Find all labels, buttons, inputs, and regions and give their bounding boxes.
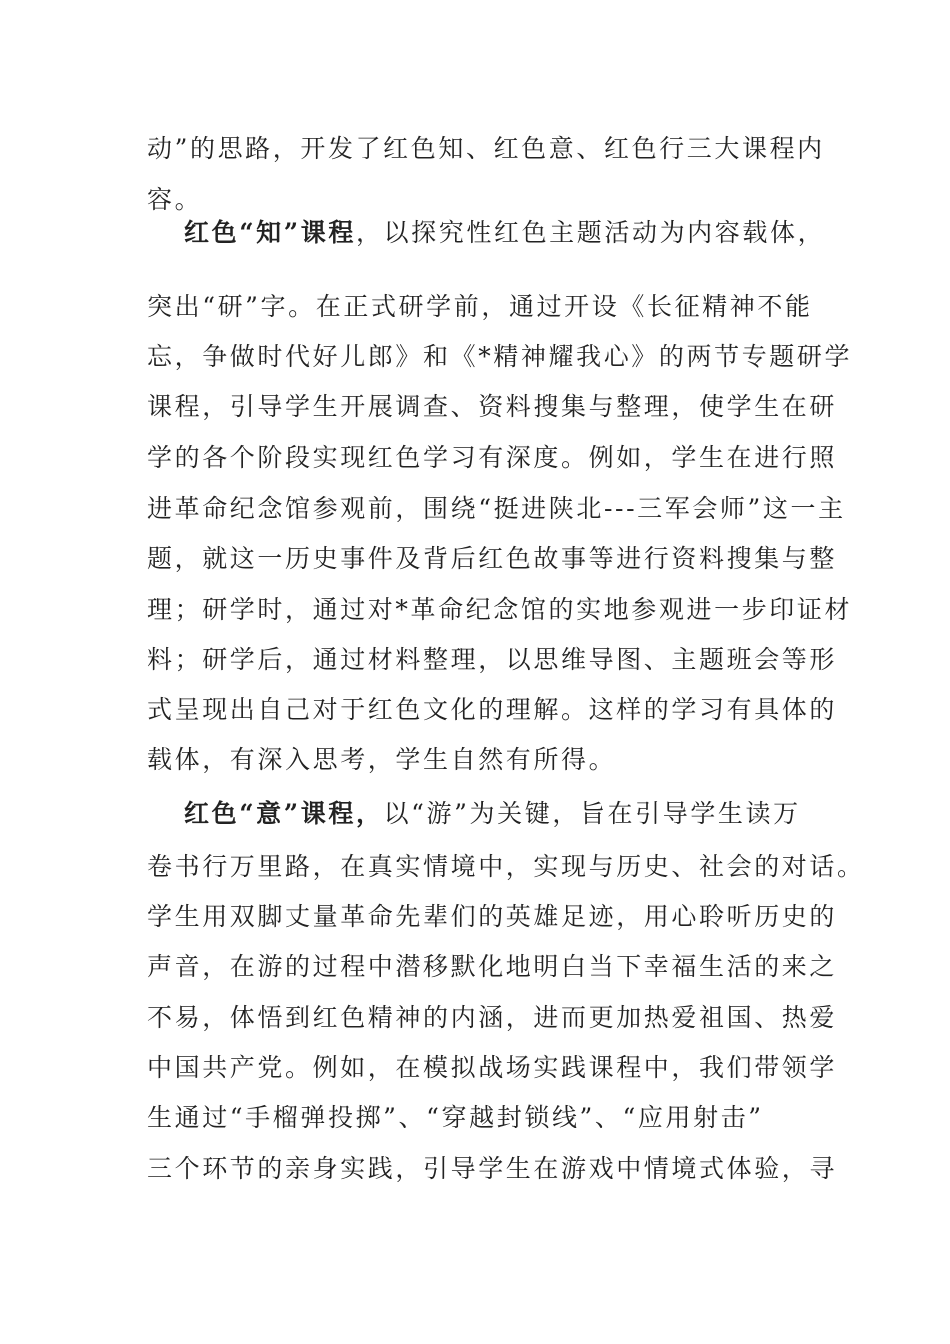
- section-heading-yi: 红色“意”课程，: [184, 799, 384, 828]
- text-line: 中国共产党。例如，在模拟战场实践课程中，我们带领学: [147, 1053, 838, 1082]
- text-line: 不易，体悟到红色精神的内涵，进而更加热爱祖国、热爱: [147, 1003, 838, 1032]
- paragraph-first-line: [184, 797, 864, 831]
- text-line: 式呈现出自己对于红色文化的理解。这样的学习有具体的: [147, 695, 838, 724]
- text-line: 学的各个阶段实现红色学习有深度。例如，学生在进行照: [147, 443, 838, 472]
- text-line: 理；研学时，通过对*革命纪念馆的实地参观进一步印证材: [147, 595, 853, 624]
- text-line: 容。: [147, 185, 203, 214]
- text-line: 进革命纪念馆参观前，围绕“挺进陕北---三军会师”这一主: [147, 494, 846, 523]
- text-line: 料；研学后，通过材料整理，以思维导图、主题班会等形: [147, 645, 838, 674]
- section-heading-zhi: 红色“知”课程: [184, 218, 356, 247]
- text-line: 载体，有深入思考，学生自然有所得。: [147, 745, 617, 774]
- text-line: 生通过“手榴弹投掷”、“穿越封锁线”、“应用射击”: [147, 1103, 764, 1132]
- text-line: 三个环节的亲身实践，引导学生在游戏中情境式体验，寻: [147, 1154, 838, 1183]
- paragraph-first-line: [184, 216, 864, 250]
- text-line: 学生用双脚丈量革命先辈们的英雄足迹，用心聆听历史的: [147, 902, 838, 931]
- text-line: 动”的思路，开发了红色知、红色意、红色行三大课程内: [147, 134, 825, 163]
- text-run: ，以探究性红色主题活动为内容载体，: [355, 218, 826, 247]
- text-line: 题，就这一历史事件及背后红色故事等进行资料搜集与整: [147, 544, 838, 573]
- text-line: 声音，在游的过程中潜移默化地明白当下幸福生活的来之: [147, 952, 838, 981]
- text-line: 课程，引导学生开展调查、资料搜集与整理，使学生在研: [147, 392, 838, 421]
- text-line: 忘，争做时代好儿郎》和《*精神耀我心》的两节专题研学: [147, 342, 853, 371]
- text-line: 突出“研”字。在正式研学前，通过开设《长征精神不能: [147, 292, 813, 321]
- text-run: 以“游”为关键，旨在引导学生读万: [383, 799, 801, 828]
- text-line: 卷书行万里路，在真实情境中，实现与历史、社会的对话。: [147, 852, 865, 881]
